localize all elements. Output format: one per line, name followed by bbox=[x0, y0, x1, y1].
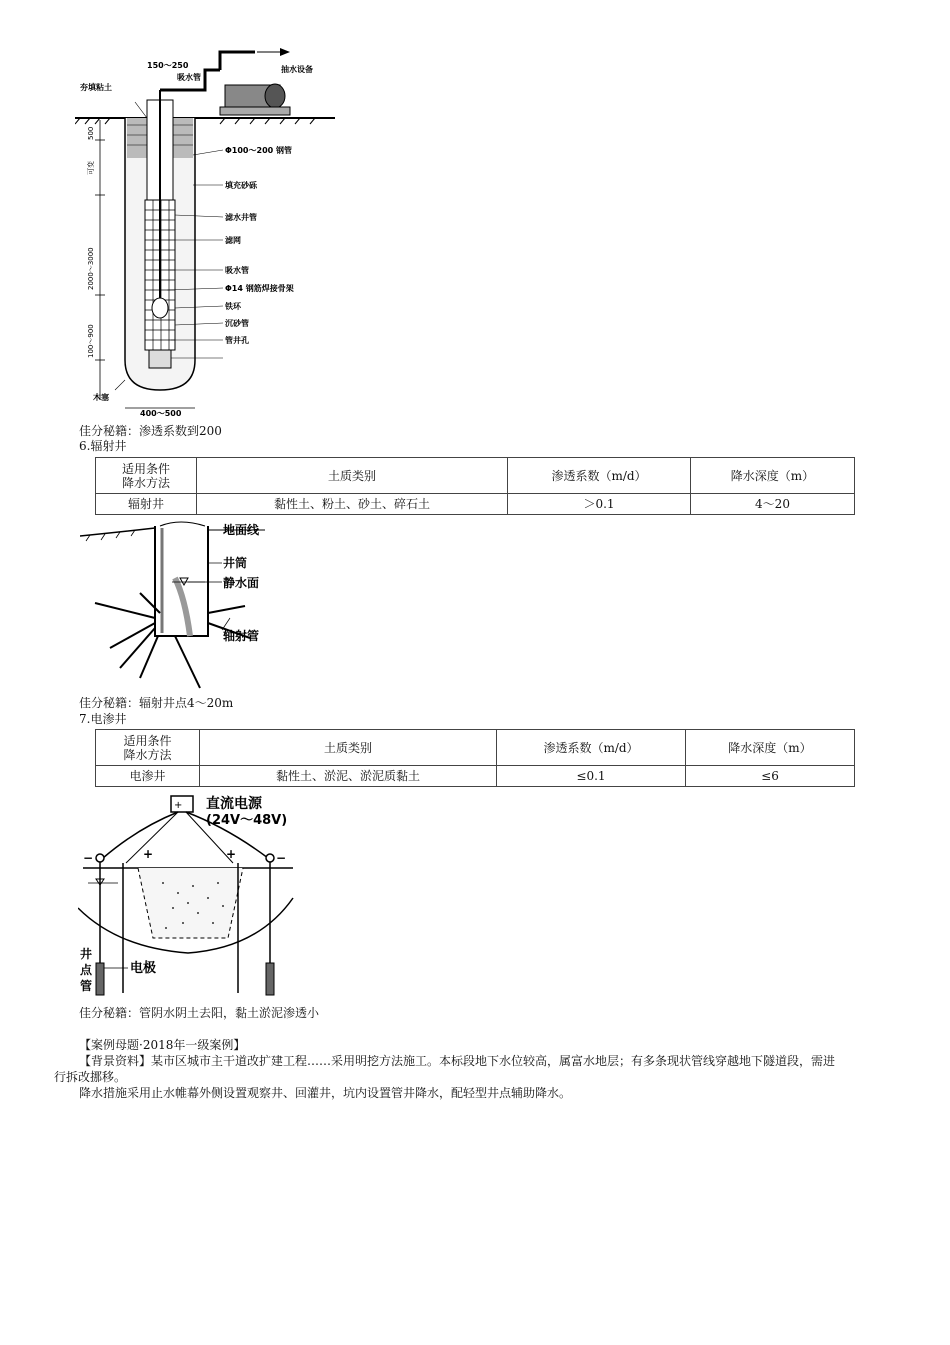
tube-well-figure bbox=[75, 40, 355, 420]
filter-mesh-label: 滤网 bbox=[225, 236, 241, 245]
plus-left: + bbox=[143, 847, 154, 861]
water-level-label: 静水面 bbox=[223, 576, 260, 590]
sediment-pipe-label: 沉砂管 bbox=[225, 319, 249, 328]
dim-bottom-label: 400～500 bbox=[140, 409, 182, 418]
method-cell: 辐射井 bbox=[96, 494, 197, 515]
perm-cell: ＞0.1 bbox=[508, 494, 691, 515]
steel-pipe-label: Φ100～200 钢管 bbox=[225, 146, 292, 155]
col-depth: 降水深度（m） bbox=[691, 458, 855, 494]
background-line-2: 行拆改挪移。 bbox=[54, 1070, 127, 1084]
iron-ring-label: 铁环 bbox=[225, 302, 241, 311]
wellpoint-label-1: 井 bbox=[80, 947, 93, 961]
method-cell: 电渗井 bbox=[96, 766, 200, 787]
note-electro-osmosis: 佳分秘籍：管阴水阴土去阳，黏土淤泥渗透小 bbox=[79, 1006, 320, 1020]
col-perm: 渗透系数（m/d） bbox=[497, 730, 686, 766]
header-line1: 适用条件 bbox=[123, 733, 172, 748]
heading-radial-well: 6.辐射井 bbox=[79, 439, 127, 453]
sand-fill-label: 填充砂砾 bbox=[225, 181, 257, 190]
note-tube-well: 佳分秘籍：渗透系数到200 bbox=[79, 424, 222, 438]
header-cell bbox=[96, 730, 200, 766]
dim-var-label: 可变 bbox=[87, 161, 95, 175]
soil-cell: 黏性土、粉土、砂土、碎石土 bbox=[197, 494, 508, 515]
minus-left: − bbox=[83, 851, 94, 865]
radial-well-table bbox=[95, 457, 855, 515]
header-line2: 降水方法 bbox=[123, 747, 172, 762]
pump-label: 抽水设备 bbox=[281, 65, 313, 74]
power-label: 直流电源 bbox=[206, 796, 262, 812]
header-line1: 适用条件 bbox=[121, 461, 170, 476]
radial-pipe-label: 轴射管 bbox=[223, 629, 260, 643]
header-cell bbox=[96, 458, 197, 494]
dim-top-label: 150～250 bbox=[147, 61, 189, 70]
shaft-label: 井筒 bbox=[223, 556, 248, 570]
case-title: 【案例母题·2018年一级案例】 bbox=[79, 1038, 246, 1052]
col-perm: 渗透系数（m/d） bbox=[508, 458, 691, 494]
radial-well-figure bbox=[80, 518, 280, 693]
minus-right: − bbox=[276, 851, 287, 865]
electro-osmosis-figure bbox=[78, 788, 323, 1003]
ground-label: 地面线 bbox=[223, 523, 260, 537]
col-soil: 土质类别 bbox=[197, 458, 508, 494]
heading-electro-osmosis: 7.电渗井 bbox=[79, 712, 127, 726]
soil-cell: 黏性土、淤泥、淤泥质黏土 bbox=[200, 766, 497, 787]
rebar-frame-label: Φ14 钢筋焊接骨架 bbox=[225, 284, 294, 293]
dim-2000-label: 2000～3000 bbox=[87, 247, 95, 290]
voltage-label: (24V～48V) bbox=[206, 813, 288, 828]
plus-right: + bbox=[226, 847, 237, 861]
measures-text: 降水措施采用止水帷幕外侧设置观察井、回灌井，坑内设置管井降水，配轻型井点辅助降水。 bbox=[79, 1086, 572, 1100]
depth-cell: ≤6 bbox=[686, 766, 855, 787]
dim-100-label: 100～900 bbox=[87, 324, 95, 358]
wood-plug-label: 木塞 bbox=[93, 393, 109, 402]
header-line2: 降水方法 bbox=[121, 475, 170, 490]
note-radial-well: 佳分秘籍：辐射井点4～20m bbox=[79, 696, 234, 710]
clay-fill-label: 夯填粘土 bbox=[80, 83, 112, 92]
perm-cell: ≤0.1 bbox=[497, 766, 686, 787]
background-line-1: 【背景资料】某市区城市主干道改扩建工程……采用明挖方法施工。本标段地下水位较高，属富水地层；有多条现状管线穿越地下隧道段，需进 bbox=[79, 1054, 836, 1068]
dim-500-label: 500 bbox=[87, 126, 95, 140]
col-depth: 降水深度（m） bbox=[686, 730, 855, 766]
electro-osmosis-table bbox=[95, 729, 855, 787]
depth-cell: 4～20 bbox=[691, 494, 855, 515]
col-soil: 土质类别 bbox=[200, 730, 497, 766]
electrode-label: 电极 bbox=[130, 961, 157, 976]
wellpoint-label-2: 点 bbox=[80, 963, 93, 977]
plus-sign-box: + bbox=[174, 800, 183, 811]
suction-pipe-top-label: 吸水管 bbox=[177, 73, 201, 82]
well-hole-label: 管井孔 bbox=[225, 336, 249, 345]
filter-pipe-label: 滤水井管 bbox=[225, 213, 257, 222]
wellpoint-label-3: 管 bbox=[80, 979, 93, 993]
suction-pipe-label: 吸水管 bbox=[225, 266, 249, 275]
